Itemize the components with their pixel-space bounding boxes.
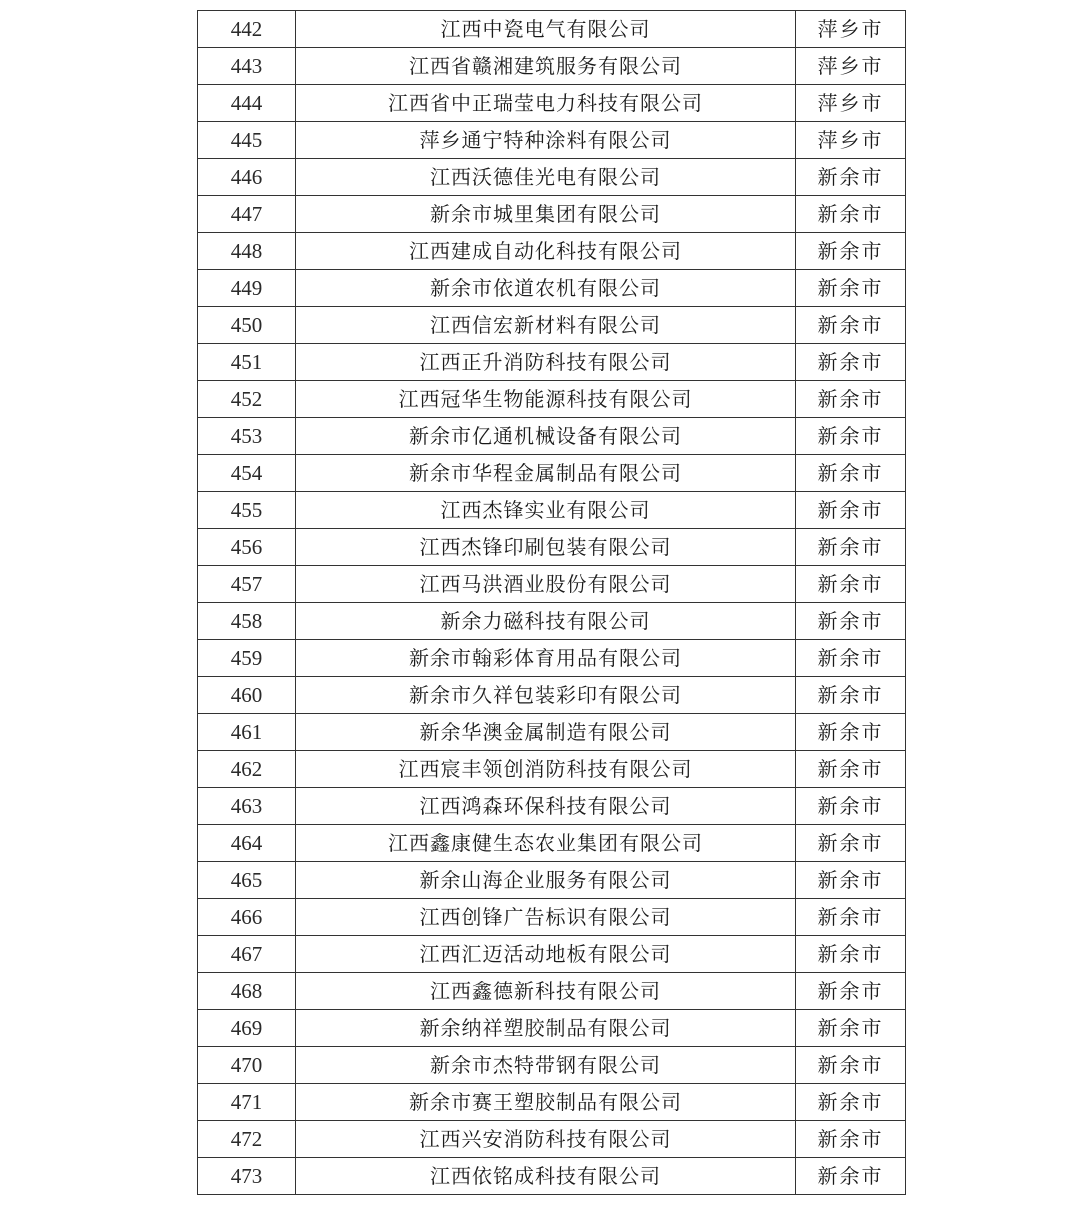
city-cell: 新余市 <box>796 1158 906 1195</box>
table-row <box>198 270 906 307</box>
company-name-cell: 江西建成自动化科技有限公司 <box>296 233 796 270</box>
city-cell: 新余市 <box>796 1084 906 1121</box>
city-cell: 萍乡市 <box>796 48 906 85</box>
row-number-cell: 470 <box>198 1047 296 1084</box>
row-number-cell: 466 <box>198 899 296 936</box>
city-cell: 新余市 <box>796 788 906 825</box>
city-cell: 萍乡市 <box>796 85 906 122</box>
company-name-cell: 新余市城里集团有限公司 <box>296 196 796 233</box>
company-name-cell: 江西宸丰领创消防科技有限公司 <box>296 751 796 788</box>
city-cell: 新余市 <box>796 270 906 307</box>
row-number-cell: 446 <box>198 159 296 196</box>
row-number-cell: 468 <box>198 973 296 1010</box>
company-name-cell: 新余纳祥塑胶制品有限公司 <box>296 1010 796 1047</box>
company-name-cell: 新余山海企业服务有限公司 <box>296 862 796 899</box>
city-cell: 新余市 <box>796 677 906 714</box>
city-cell: 新余市 <box>796 1047 906 1084</box>
row-number-cell: 444 <box>198 85 296 122</box>
company-name-cell: 新余华澳金属制造有限公司 <box>296 714 796 751</box>
row-number-cell: 453 <box>198 418 296 455</box>
table-row <box>198 381 906 418</box>
city-cell: 新余市 <box>796 566 906 603</box>
city-cell: 新余市 <box>796 492 906 529</box>
table-row <box>198 825 906 862</box>
city-cell: 新余市 <box>796 159 906 196</box>
city-cell: 新余市 <box>796 196 906 233</box>
city-cell: 新余市 <box>796 307 906 344</box>
company-name-cell: 新余市赛王塑胶制品有限公司 <box>296 1084 796 1121</box>
city-cell: 新余市 <box>796 381 906 418</box>
city-cell: 新余市 <box>796 603 906 640</box>
table-row <box>198 603 906 640</box>
company-list-table-container <box>197 10 904 1195</box>
row-number-cell: 471 <box>198 1084 296 1121</box>
table-row <box>198 1158 906 1195</box>
table-row <box>198 566 906 603</box>
city-cell: 新余市 <box>796 418 906 455</box>
city-cell: 新余市 <box>796 1121 906 1158</box>
city-cell: 新余市 <box>796 640 906 677</box>
row-number-cell: 469 <box>198 1010 296 1047</box>
company-name-cell: 江西依铭成科技有限公司 <box>296 1158 796 1195</box>
table-body <box>198 11 906 1195</box>
company-name-cell: 江西兴安消防科技有限公司 <box>296 1121 796 1158</box>
row-number-cell: 450 <box>198 307 296 344</box>
city-cell: 新余市 <box>796 825 906 862</box>
row-number-cell: 451 <box>198 344 296 381</box>
table-row <box>198 11 906 48</box>
row-number-cell: 443 <box>198 48 296 85</box>
company-name-cell: 江西创锋广告标识有限公司 <box>296 899 796 936</box>
city-cell: 新余市 <box>796 751 906 788</box>
row-number-cell: 473 <box>198 1158 296 1195</box>
table-row <box>198 85 906 122</box>
table-row <box>198 418 906 455</box>
city-cell: 新余市 <box>796 862 906 899</box>
table-row <box>198 714 906 751</box>
company-name-cell: 江西鑫德新科技有限公司 <box>296 973 796 1010</box>
city-cell: 萍乡市 <box>796 11 906 48</box>
company-name-cell: 江西省赣湘建筑服务有限公司 <box>296 48 796 85</box>
table-row <box>198 233 906 270</box>
city-cell: 新余市 <box>796 1010 906 1047</box>
company-name-cell: 江西信宏新材料有限公司 <box>296 307 796 344</box>
row-number-cell: 445 <box>198 122 296 159</box>
row-number-cell: 456 <box>198 529 296 566</box>
city-cell: 萍乡市 <box>796 122 906 159</box>
company-name-cell: 江西杰锋实业有限公司 <box>296 492 796 529</box>
row-number-cell: 447 <box>198 196 296 233</box>
table-row <box>198 1010 906 1047</box>
city-cell: 新余市 <box>796 973 906 1010</box>
table-row <box>198 307 906 344</box>
row-number-cell: 464 <box>198 825 296 862</box>
company-name-cell: 江西汇迈活动地板有限公司 <box>296 936 796 973</box>
table-row <box>198 640 906 677</box>
table-row <box>198 455 906 492</box>
row-number-cell: 460 <box>198 677 296 714</box>
table-row <box>198 196 906 233</box>
city-cell: 新余市 <box>796 936 906 973</box>
table-row <box>198 159 906 196</box>
table-row <box>198 48 906 85</box>
company-name-cell: 新余市依道农机有限公司 <box>296 270 796 307</box>
company-name-cell: 新余市华程金属制品有限公司 <box>296 455 796 492</box>
company-name-cell: 江西鑫康健生态农业集团有限公司 <box>296 825 796 862</box>
company-list-table <box>197 10 906 1195</box>
row-number-cell: 452 <box>198 381 296 418</box>
company-name-cell: 江西鸿森环保科技有限公司 <box>296 788 796 825</box>
row-number-cell: 455 <box>198 492 296 529</box>
row-number-cell: 457 <box>198 566 296 603</box>
company-name-cell: 新余市亿通机械设备有限公司 <box>296 418 796 455</box>
row-number-cell: 461 <box>198 714 296 751</box>
table-row <box>198 677 906 714</box>
table-row <box>198 122 906 159</box>
table-row <box>198 1121 906 1158</box>
row-number-cell: 459 <box>198 640 296 677</box>
company-name-cell: 江西沃德佳光电有限公司 <box>296 159 796 196</box>
company-name-cell: 江西马洪酒业股份有限公司 <box>296 566 796 603</box>
company-name-cell: 新余市翰彩体育用品有限公司 <box>296 640 796 677</box>
company-name-cell: 江西中瓷电气有限公司 <box>296 11 796 48</box>
table-row <box>198 751 906 788</box>
row-number-cell: 465 <box>198 862 296 899</box>
table-row <box>198 344 906 381</box>
table-row <box>198 492 906 529</box>
row-number-cell: 467 <box>198 936 296 973</box>
row-number-cell: 458 <box>198 603 296 640</box>
company-name-cell: 江西省中正瑞莹电力科技有限公司 <box>296 85 796 122</box>
city-cell: 新余市 <box>796 899 906 936</box>
company-name-cell: 江西正升消防科技有限公司 <box>296 344 796 381</box>
row-number-cell: 463 <box>198 788 296 825</box>
table-row <box>198 529 906 566</box>
row-number-cell: 448 <box>198 233 296 270</box>
table-row <box>198 936 906 973</box>
company-name-cell: 新余市杰特带钢有限公司 <box>296 1047 796 1084</box>
city-cell: 新余市 <box>796 455 906 492</box>
row-number-cell: 442 <box>198 11 296 48</box>
table-row <box>198 1047 906 1084</box>
row-number-cell: 454 <box>198 455 296 492</box>
table-row <box>198 973 906 1010</box>
city-cell: 新余市 <box>796 233 906 270</box>
row-number-cell: 472 <box>198 1121 296 1158</box>
table-row <box>198 899 906 936</box>
city-cell: 新余市 <box>796 714 906 751</box>
table-row <box>198 862 906 899</box>
table-row <box>198 1084 906 1121</box>
city-cell: 新余市 <box>796 529 906 566</box>
company-name-cell: 萍乡通宁特种涂料有限公司 <box>296 122 796 159</box>
city-cell: 新余市 <box>796 344 906 381</box>
row-number-cell: 449 <box>198 270 296 307</box>
table-row <box>198 788 906 825</box>
company-name-cell: 新余市久祥包装彩印有限公司 <box>296 677 796 714</box>
company-name-cell: 江西冠华生物能源科技有限公司 <box>296 381 796 418</box>
row-number-cell: 462 <box>198 751 296 788</box>
company-name-cell: 江西杰锋印刷包装有限公司 <box>296 529 796 566</box>
company-name-cell: 新余力磁科技有限公司 <box>296 603 796 640</box>
